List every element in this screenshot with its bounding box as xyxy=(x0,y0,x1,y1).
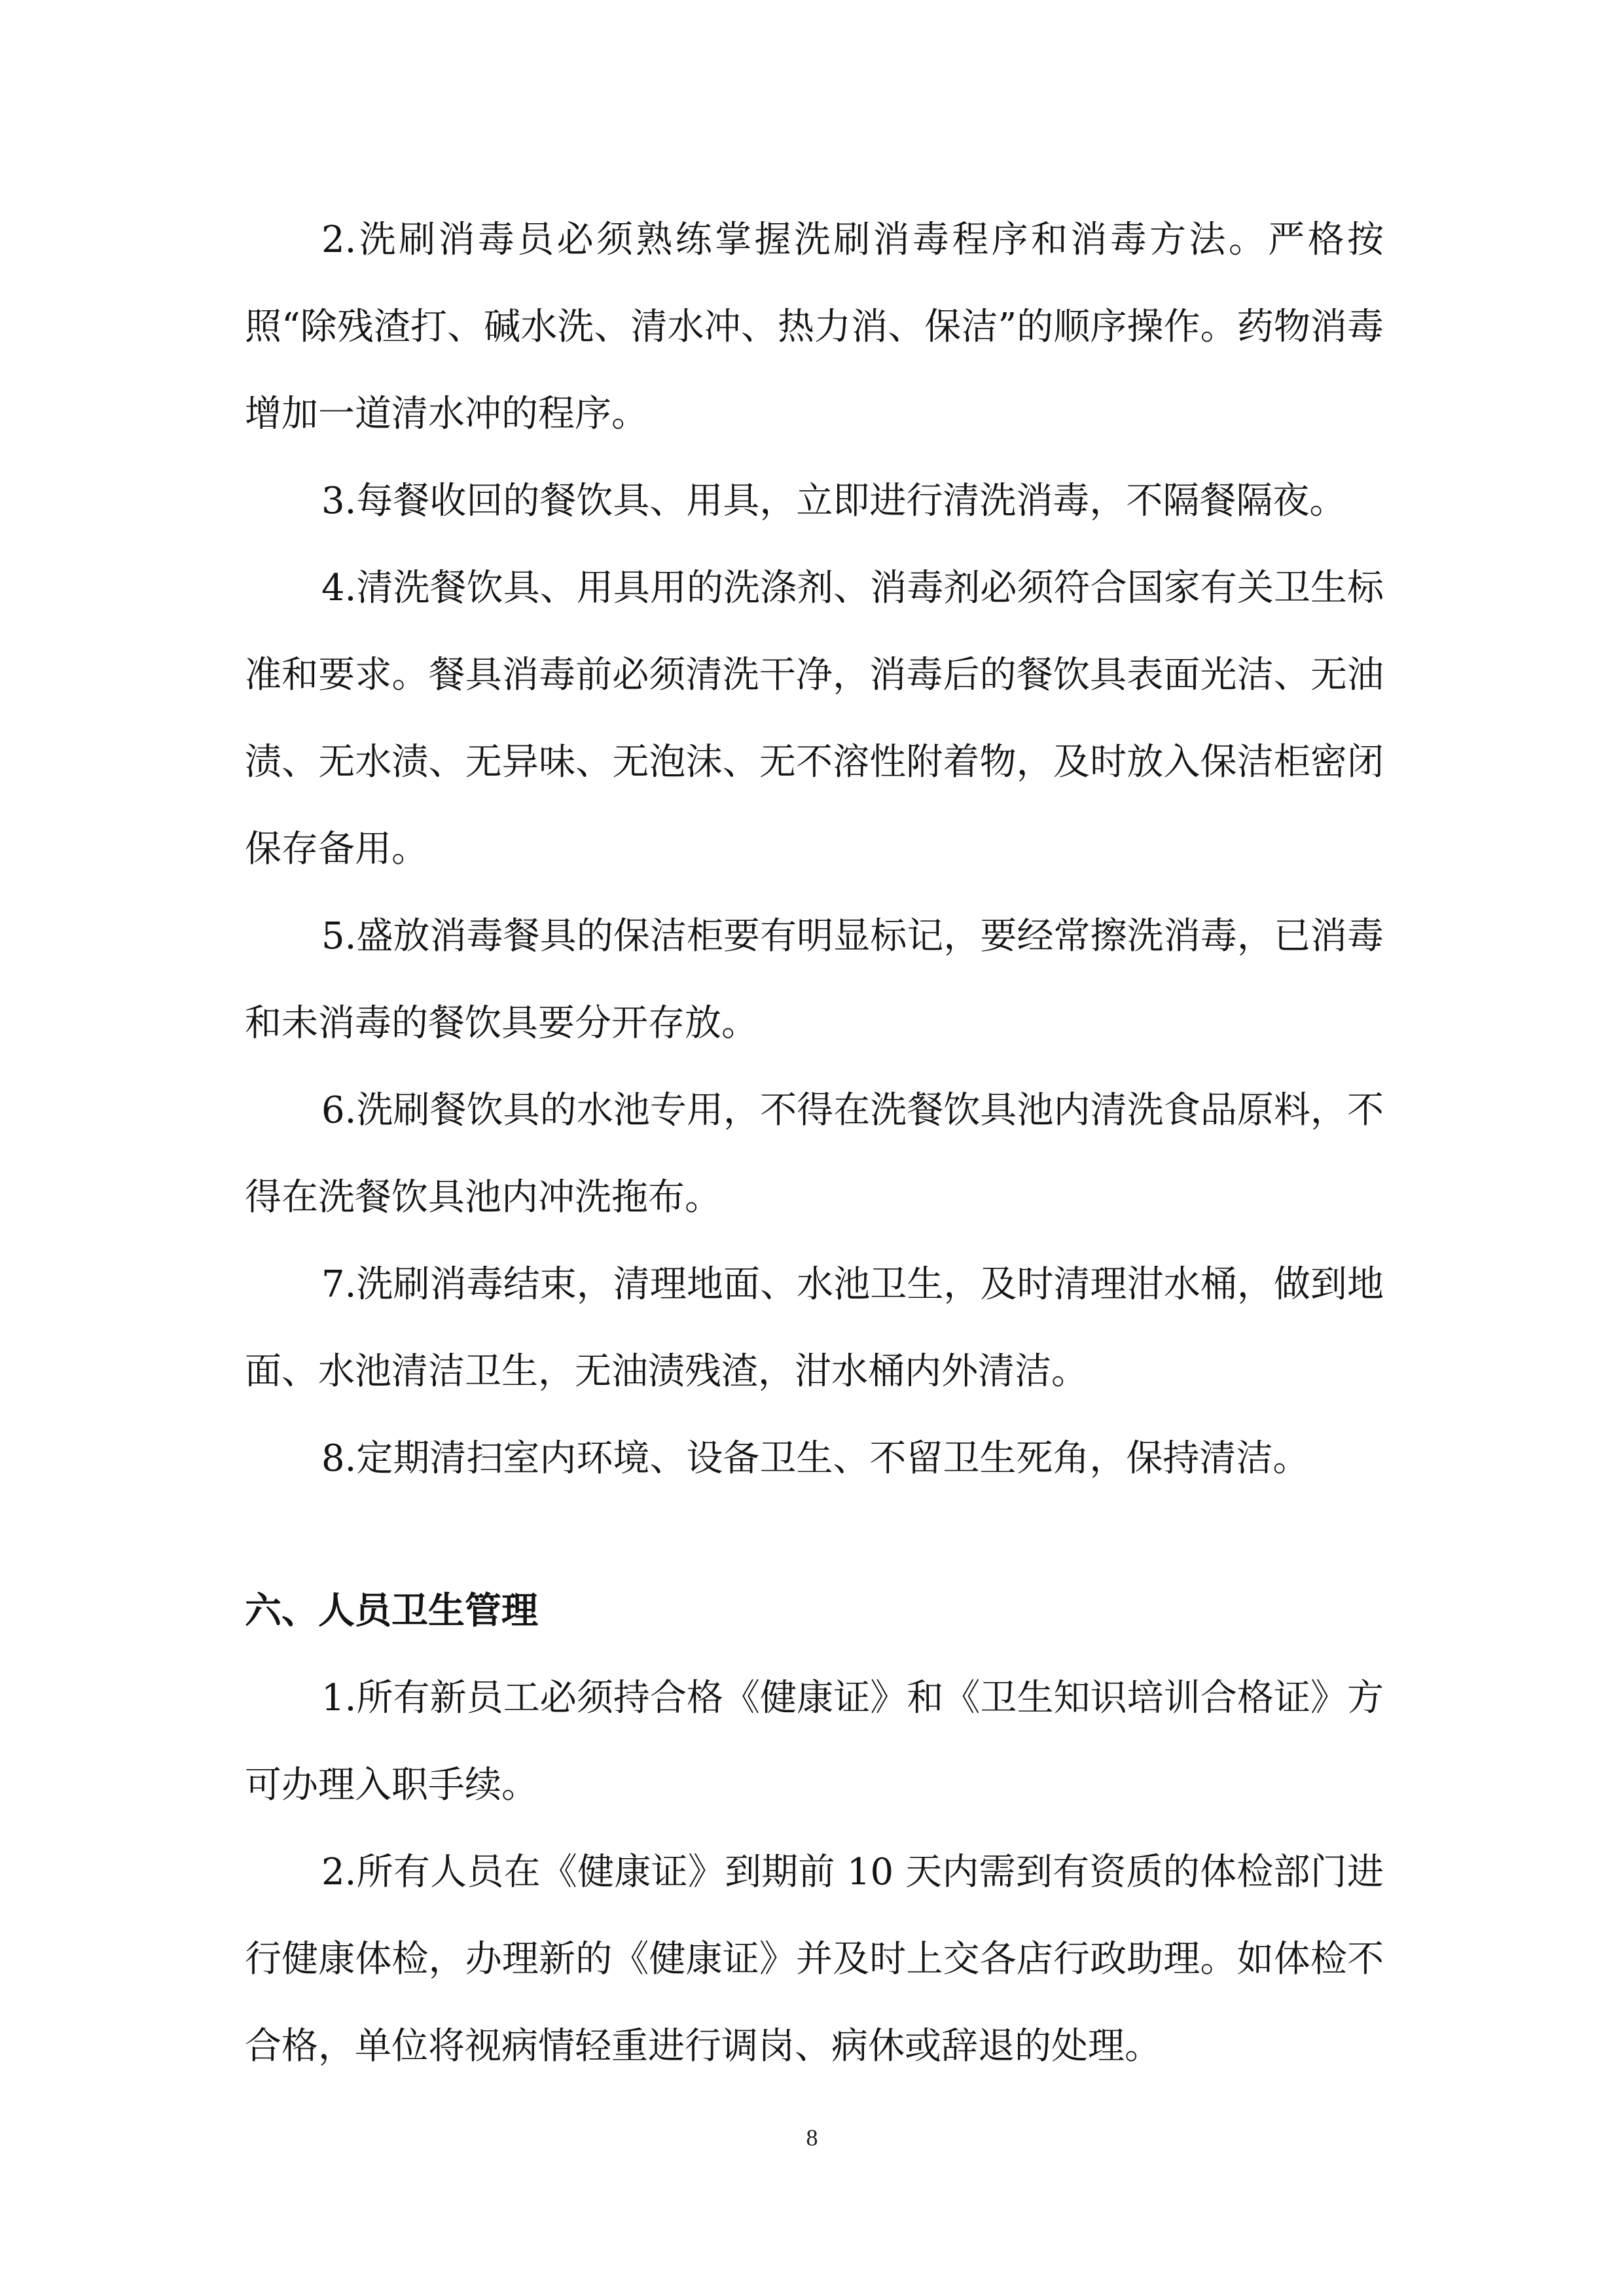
page-content xyxy=(245,196,1384,2090)
paragraph-item-8: 8.定期清扫室内环境、设备卫生、不留卫生死角，保持清洁。 xyxy=(321,1437,1310,1480)
page-number: 8 xyxy=(806,2125,818,2151)
paragraph-item-2: 2.洗刷消毒员必须熟练掌握洗刷消毒程序和消毒方法。严格按照“除残渣打、碱水洗、清水冲、热力消、保洁”的顺序操作。药物消毒增加一道清水冲的程序。 xyxy=(245,219,1384,435)
paragraph-item-7: 7.洗刷消毒结束，清理地面、水池卫生，及时清理泔水桶，做到地面、水池清洁卫生，无油渍残渣，泔水桶内外清洁。 xyxy=(245,1263,1384,1393)
paragraph-item-4: 4.清洗餐饮具、用具用的洗涤剂、消毒剂必须符合国家有关卫生标准和要求。餐具消毒前必须清洗干净，消毒后的餐饮具表面光洁、无油渍、无水渍、无异味、无泡沫、无不溶性附着物，及时放入保洁柜密闭保存备用。 xyxy=(245,567,1384,870)
personnel-paragraph-1: 1.所有新员工必须持合格《健康证》和《卫生知识培训合格证》方可办理入职手续。 xyxy=(245,1677,1384,1806)
paragraph-item-6: 6.洗刷餐饮具的水池专用，不得在洗餐饮具池内清洗食品原料，不得在洗餐饮具池内冲洗拖布。 xyxy=(245,1089,1384,1219)
paragraph-item-3: 3.每餐收回的餐饮具、用具，立即进行清洗消毒，不隔餐隔夜。 xyxy=(321,480,1346,522)
section-heading-personnel-hygiene: 六、人员卫生管理 xyxy=(245,1589,538,1632)
paragraph-item-5: 5.盛放消毒餐具的保洁柜要有明显标记，要经常擦洗消毒，已消毒和未消毒的餐饮具要分开存放。 xyxy=(245,915,1384,1045)
personnel-paragraph-2: 2.所有人员在《健康证》到期前 10 天内需到有资质的体检部门进行健康体检，办理新的《健康证》并及时上交各店行政助理。如体检不合格，单位将视病情轻重进行调岗、病休或辞退的处理。 xyxy=(245,1851,1384,2068)
